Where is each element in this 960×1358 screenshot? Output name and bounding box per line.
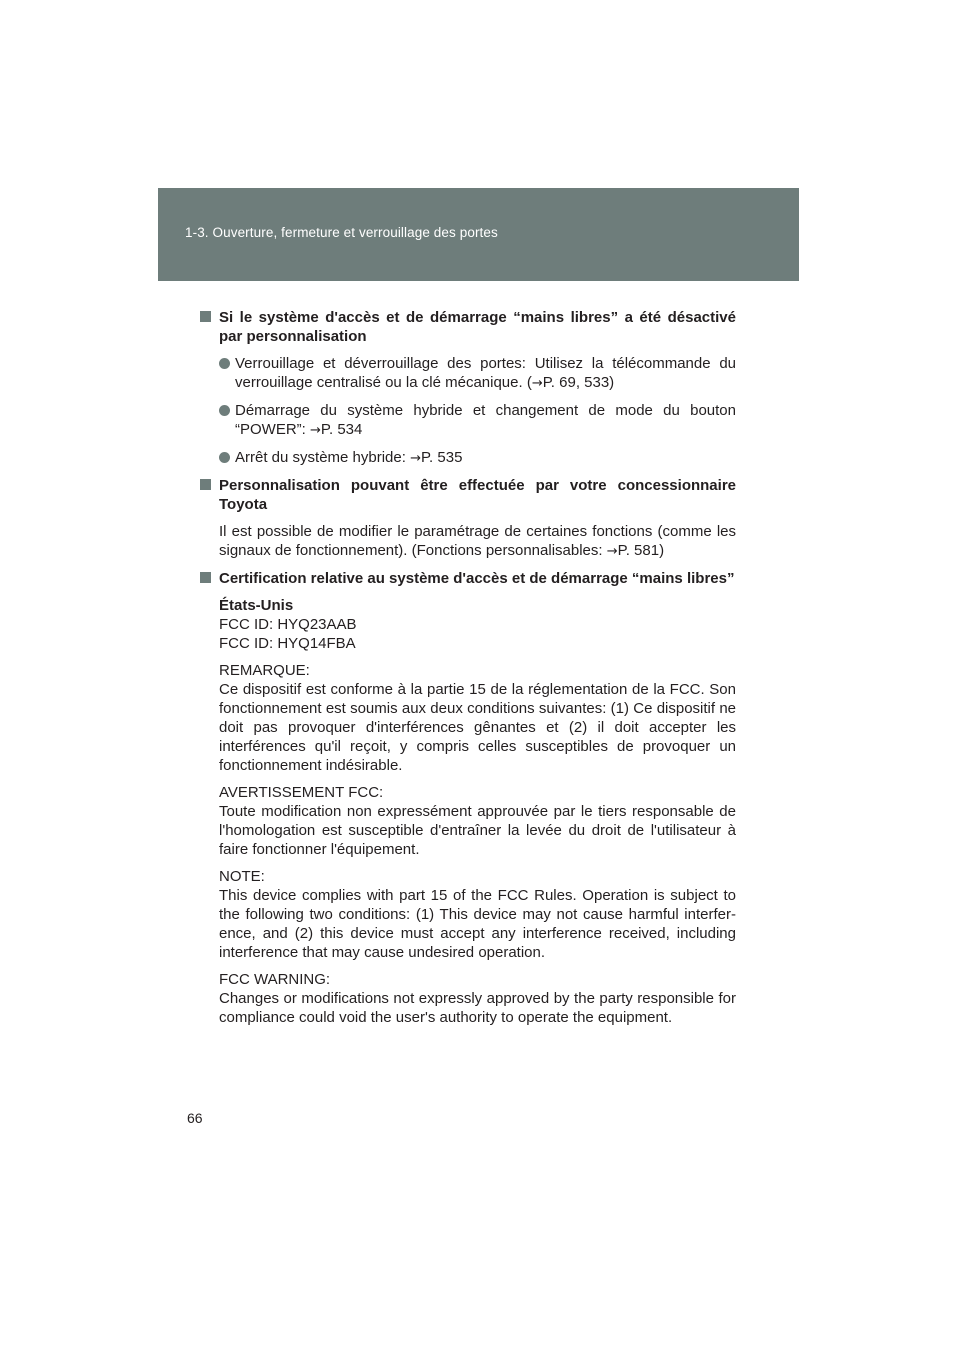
remarque-label: REMARQUE: — [219, 662, 310, 679]
remarque-text: Ce dispositif est conforme à la partie 15 de la réglementation de la FCC. Son fonctionnement est soumis aux deux conditions suivantes: (1) Ce dispositif ne doit pas provoquer d'interférences gênantes et (2) il doit accepter les interférences qu'il reçoit, y compris celles susceptibles de provoquer un fonctionnement indésirable. — [219, 681, 736, 774]
section-title: Personnalisation pouvant être effectuée par votre concessionnaire Toyota — [219, 477, 736, 513]
bullet-text: Démarrage du système hybride et changement de mode du bouton “POWER”: — [235, 402, 736, 438]
avertissement-text: Toute modification non expressément approuvée par le tiers responsable de l'homologation est susceptible d'entraîner la levée du droit de l'utilisateur à faire fonctionner l'équipement. — [219, 803, 736, 858]
chapter-header-bar — [158, 188, 799, 281]
bullet-dot-icon — [219, 405, 230, 416]
arrow-right-icon: → — [410, 451, 421, 466]
arrow-right-icon: → — [531, 376, 543, 391]
section-body — [219, 522, 736, 561]
page-reference: P. 534 — [320, 421, 363, 438]
fcc-id-block — [219, 596, 736, 653]
section-title: Certification relative au système d'accès et de démarrage “mains libres” — [219, 570, 735, 587]
page-reference: P. 535 — [420, 449, 463, 466]
bullet-dot-icon — [219, 452, 230, 463]
avertissement-label: AVERTISSEMENT FCC: — [219, 784, 384, 801]
section-dealer-customization — [198, 476, 736, 561]
section-square-icon — [200, 479, 211, 490]
note-label: NOTE: — [219, 868, 265, 885]
page-number: 66 — [187, 1110, 203, 1126]
fcc-warning-label: FCC WARNING: — [219, 971, 331, 988]
section-title: Si le système d'accès et de démarrage “mains libres” a été désactivé par personnalisation — [219, 309, 736, 345]
fcc-id: FCC ID: HYQ23AAB — [219, 616, 357, 633]
body-text: Il est possible de modifier le paramétrage de certaines fonctions (comme les signaux de fonctionnement). (Fonctions personnalisables: — [219, 523, 736, 559]
remarque-block — [219, 661, 736, 775]
bullet-text: Verrouillage et déverrouillage des portes: Utilisez la télécommande du verrouillage centralisé ou la clé mécanique. ( — [235, 355, 736, 391]
section-certification — [198, 569, 736, 1027]
page-reference: P. 581) — [617, 542, 665, 559]
section-square-icon — [200, 572, 211, 583]
bullet-text: Arrêt du système hybride: — [235, 449, 411, 466]
arrow-right-icon: → — [606, 544, 618, 559]
note-text: This device complies with part 15 of the FCC Rules. Operation is subject to the following two conditions: (1) This device may not cause harmful interfer-ence, and (2) this device must accept any interference received, including interference that may cause undesired operation. — [219, 887, 736, 961]
chapter-title: 1-3. Ouverture, fermeture et verrouillage des portes — [185, 225, 498, 240]
bullet-item — [219, 354, 736, 393]
page-content — [198, 308, 736, 1035]
fcc-id: FCC ID: HYQ14FBA — [219, 635, 356, 652]
fcc-warning-text: Changes or modifications not expressly approved by the party responsible for compliance could void the user's authority to operate the equipment. — [219, 990, 736, 1026]
note-block — [219, 867, 736, 962]
arrow-right-icon: → — [310, 423, 321, 438]
page-reference: P. 69, 533) — [542, 374, 615, 391]
bullet-item — [219, 401, 736, 440]
bullet-dot-icon — [219, 358, 230, 369]
fcc-warning-block — [219, 970, 736, 1027]
avertissement-block — [219, 783, 736, 859]
bullet-item — [219, 448, 736, 468]
section-disabled-smart-key — [198, 308, 736, 468]
section-square-icon — [200, 311, 211, 322]
country-label: États-Unis — [219, 597, 294, 614]
